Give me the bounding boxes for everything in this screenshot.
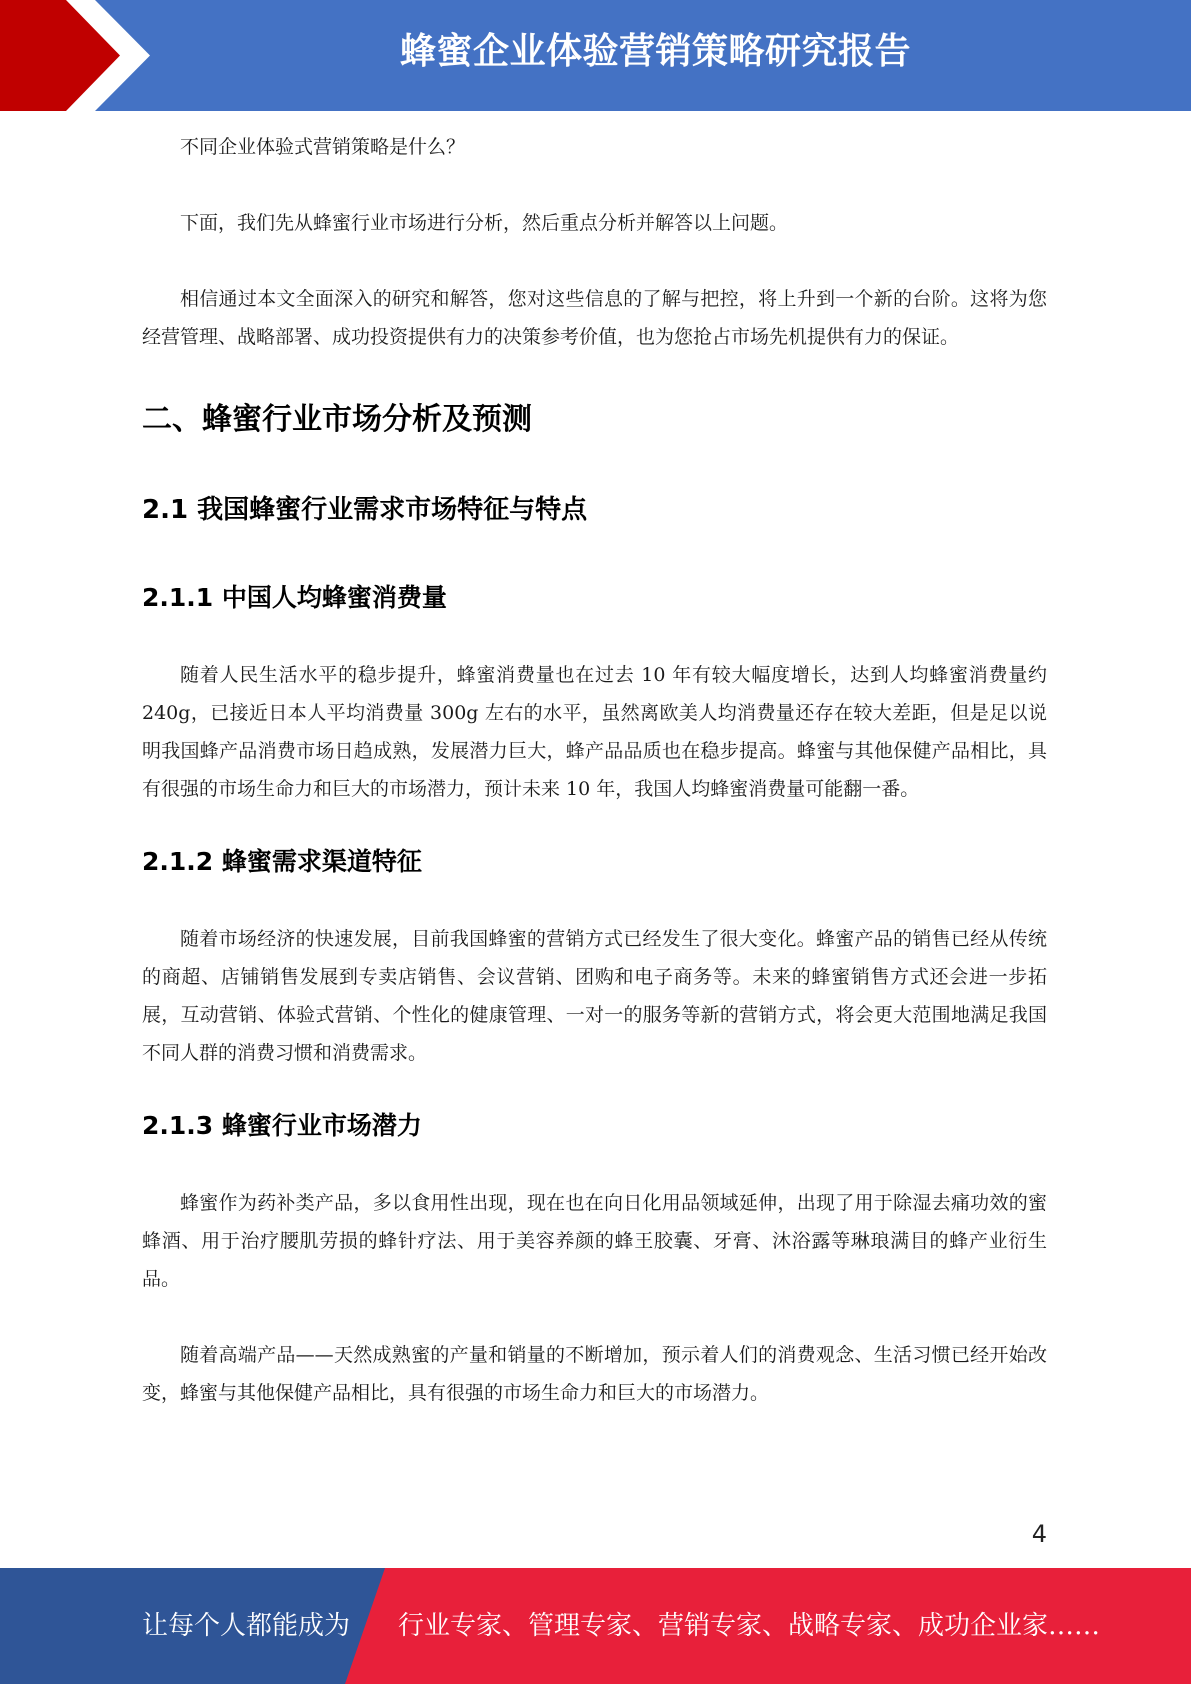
paragraph-question: 不同企业体验式营销策略是什么？	[180, 136, 466, 158]
report-title: 蜂蜜企业体验营销策略研究报告	[399, 31, 911, 72]
page-content	[142, 128, 1047, 1412]
page-number: 4	[1031, 1520, 1047, 1548]
section-2-1-2-heading: 2.1.2 蜂蜜需求渠道特征	[142, 847, 422, 876]
paragraph-intro: 下面，我们先从蜂蜜行业市场进行分析，然后重点分析并解答以上问题。	[180, 212, 789, 234]
section-2-1-3-paragraph-2: 随着高端产品——天然成熟蜜的产量和销量的不断增加，预示着人们的消费观念、生活习惯已经开始改变，蜂蜜与其他保健产品相比，具有很强的市场生命力和巨大的市场潜力。	[142, 1344, 1047, 1404]
paragraph-trust: 相信通过本文全面深入的研究和解答，您对这些信息的了解与把控，将上升到一个新的台阶。这将为您经营管理、战略部署、成功投资提供有力的决策参考价值，也为您抢占市场先机提供有力的保证。	[142, 288, 1047, 348]
section-2-1-heading: 2.1 我国蜂蜜行业需求市场特征与特点	[142, 495, 588, 525]
footer-slogan-left: 让每个人都能成为	[142, 1611, 351, 1641]
section-2-1-3-heading: 2.1.3 蜂蜜行业市场潜力	[142, 1111, 422, 1140]
section-2-1-1-heading: 2.1.1 中国人均蜂蜜消费量	[142, 583, 447, 612]
section-2-1-1-paragraph: 随着人民生活水平的稳步提升，蜂蜜消费量也在过去 10 年有较大幅度增长，达到人均蜂蜜消费量约 240g，已接近日本人平均消费量 300g 左右的水平，虽然离欧美人均消费量还存在较大差距，但是足以说明我国蜂产品消费市场日趋成熟，发展潜力巨大，蜂产品品质也在稳步提高。蜂蜜与其他保健产品相比，具有很强的市场生命力和巨大的市场潜力，预计未来 10 年，我国人均蜂蜜消费量可能翻一番。	[142, 664, 1047, 800]
section-2-1-3-paragraph-1: 蜂蜜作为药补类产品，多以食用性出现，现在也在向日化用品领域延伸，出现了用于除湿去痛功效的蜜蜂酒、用于治疗腰肌劳损的蜂针疗法、用于美容养颜的蜂王胶囊、牙膏、沐浴露等琳琅满目的蜂产业衍生品。	[142, 1192, 1047, 1290]
footer-slogan-right: 行业专家、管理专家、营销专家、战略专家、成功企业家……	[398, 1611, 1101, 1641]
page-header	[0, 0, 1191, 111]
page-footer	[0, 1568, 1191, 1684]
header-chevron-decoration	[0, 0, 160, 111]
section-2-heading: 二、蜂蜜行业市场分析及预测	[142, 402, 532, 437]
section-2-1-2-paragraph: 随着市场经济的快速发展，目前我国蜂蜜的营销方式已经发生了很大变化。蜂蜜产品的销售已经从传统的商超、店铺销售发展到专卖店销售、会议营销、团购和电子商务等。未来的蜂蜜销售方式还会进一步拓展，互动营销、体验式营销、个性化的健康管理、一对一的服务等新的营销方式，将会更大范围地满足我国不同人群的消费习惯和消费需求。	[142, 928, 1047, 1064]
